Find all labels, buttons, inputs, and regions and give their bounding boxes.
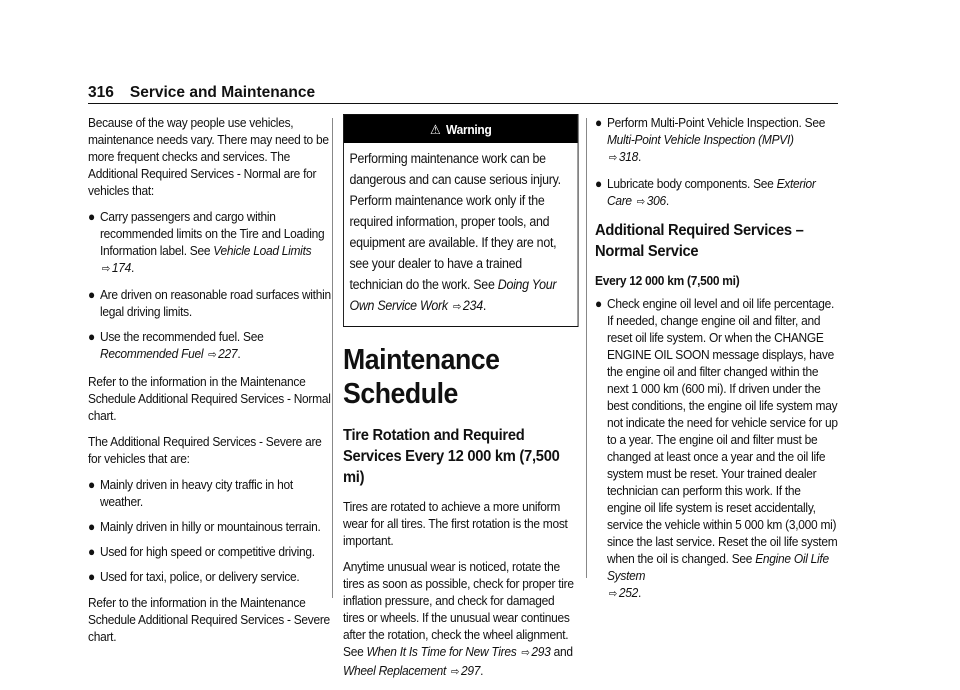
page-header bbox=[88, 84, 315, 102]
page-reference[interactable]: 227 bbox=[218, 346, 238, 361]
severe-conditions-list bbox=[88, 476, 331, 585]
column-divider bbox=[586, 118, 587, 578]
bullet-icon: ● bbox=[88, 209, 95, 224]
normal-service-list bbox=[595, 295, 838, 603]
warning-title: Warning bbox=[446, 122, 492, 137]
page-arrow-icon: ⇨ bbox=[452, 301, 462, 313]
right-column bbox=[595, 114, 838, 612]
refer-normal-paragraph: Refer to the information in the Maintenance Schedule Additional Required Services - Normal chart. bbox=[88, 374, 331, 423]
intro-paragraph: Because of the way people use vehicles, maintenance needs vary. There may need to be more frequent checks and services. The Additional Required Services - Normal are for vehicles that: bbox=[88, 115, 329, 198]
tire-paragraph: Tires are rotated to achieve a more uniform wear for all tires. The first rotation is the most important. bbox=[343, 499, 568, 548]
cross-reference-link[interactable]: Vehicle Load Limits bbox=[213, 243, 312, 258]
page-reference[interactable]: 234 bbox=[462, 298, 483, 313]
page-arrow-icon: ⇨ bbox=[208, 349, 217, 361]
warning-header bbox=[344, 115, 578, 143]
cross-reference-link[interactable]: Engine Oil Life System bbox=[606, 551, 829, 583]
normal-conditions-list bbox=[88, 208, 331, 364]
list-item: ● Check engine oil level and oil life percentage. If needed, change engine oil and filter, and reset oil life system. Or when the CHANGE ENGINE OIL SOON message displays, have the engine oil and filter changed within the next 1 000 km (600 mi). If driven under the best conditions, the engine oil life system may not indicate the need for vehicle service for up to a year. The engine oil and filter must be changed at least once a year and the oil life system must be reset. Your trained dealer technician can perform this work. If the engine oil life system is reset accidentally, service the vehicle within 5 000 km (3,000 mi) since the last service. Reset the oil life system when the oil is changed. See Engine Oil Life System ⇨ 252. bbox=[595, 296, 838, 600]
chapter-title: Service and Maintenance bbox=[129, 84, 316, 101]
header-rule bbox=[88, 103, 838, 104]
bullet-icon: ● bbox=[88, 329, 95, 344]
interval-label: Every 12 000 km (7,500 mi) bbox=[595, 273, 740, 288]
bullet-icon: ● bbox=[595, 296, 602, 311]
list-item: ● Use the recommended fuel. See Recommended Fuel ⇨ 227. bbox=[88, 329, 264, 361]
left-column bbox=[88, 114, 331, 654]
bullet-icon: ● bbox=[88, 519, 95, 534]
page-number: 316 bbox=[88, 84, 114, 101]
bullet-icon: ● bbox=[595, 176, 602, 191]
cross-reference-link[interactable]: Wheel Replacement bbox=[343, 663, 447, 678]
normal-service-title: Additional Required Services – Normal Service bbox=[595, 222, 804, 260]
page-arrow-icon: ⇨ bbox=[521, 647, 530, 659]
section-title: Maintenance Schedule bbox=[343, 344, 500, 410]
column-divider bbox=[332, 118, 333, 598]
severe-intro-paragraph: The Additional Required Services - Severe are for vehicles that are: bbox=[88, 434, 322, 466]
bullet-icon: ● bbox=[595, 115, 602, 130]
bullet-icon: ● bbox=[88, 569, 95, 584]
page-reference[interactable]: 297 bbox=[460, 663, 481, 678]
service-list bbox=[595, 114, 838, 211]
cross-reference-link[interactable]: Exterior Care bbox=[606, 176, 816, 208]
refer-severe-paragraph: Refer to the information in the Maintenance Schedule Additional Required Services - Severe chart. bbox=[88, 595, 330, 644]
page-arrow-icon: ⇨ bbox=[636, 196, 645, 208]
cross-reference-link[interactable]: When It Is Time for New Tires bbox=[366, 644, 517, 659]
bullet-icon: ● bbox=[88, 544, 95, 559]
bullet-icon: ● bbox=[88, 287, 95, 302]
list-item: ● Are driven on reasonable road surfaces within legal driving limits. bbox=[88, 287, 331, 319]
cross-reference-link[interactable]: Multi-Point Vehicle Inspection (MPVI) bbox=[606, 132, 794, 147]
cross-reference-link[interactable]: Doing Your Own Service Work bbox=[349, 277, 557, 313]
page-arrow-icon: ⇨ bbox=[608, 152, 618, 164]
list-item: ● Perform Multi-Point Vehicle Inspection. See Multi-Point Vehicle Inspection (MPVI) ⇨ 318. bbox=[595, 115, 826, 164]
page-reference[interactable]: 252 bbox=[618, 585, 638, 600]
warning-icon: ⚠ bbox=[430, 122, 441, 137]
tire-paragraph: Anytime unusual wear is noticed, rotate the tires as soon as possible, check for proper tire inflation pressure, and check for damaged tires or wheels. If the unusual wear continues after the rotation, check the wheel alignment. See When It Is Time for New Tires ⇨ 293 and Wheel Replacement ⇨ 297. bbox=[343, 559, 574, 678]
subsection-title: Tire Rotation and Required Services Every 12 000 km (7,500 mi) bbox=[343, 427, 560, 486]
warning-box bbox=[343, 114, 579, 327]
page-reference[interactable]: 306 bbox=[646, 193, 666, 208]
middle-column bbox=[343, 114, 579, 690]
page-arrow-icon: ⇨ bbox=[101, 263, 111, 275]
bullet-icon: ● bbox=[88, 477, 95, 492]
list-item: ● Used for taxi, police, or delivery service. bbox=[88, 569, 300, 584]
list-item: ● Carry passengers and cargo within recommended limits on the Tire and Loading Information label. See Vehicle Load Limits ⇨ 174. bbox=[88, 209, 325, 275]
page-reference[interactable]: 174 bbox=[111, 260, 131, 275]
list-item: ● Mainly driven in hilly or mountainous terrain. bbox=[88, 519, 321, 534]
warning-body: Performing maintenance work can be dangerous and can cause serious injury. Perform maintenance work only if the required information, proper tools, and equipment are available. If they are not, see your dealer to have a trained technician do the work. See Doing Your Own Service Work ⇨ 234. bbox=[349, 151, 561, 313]
cross-reference-link[interactable]: Recommended Fuel bbox=[99, 346, 204, 361]
page-arrow-icon: ⇨ bbox=[450, 666, 460, 678]
list-item: ● Lubricate body components. See Exterior Care ⇨ 306. bbox=[595, 176, 816, 208]
list-item: ● Used for high speed or competitive driving. bbox=[88, 544, 315, 559]
page-arrow-icon: ⇨ bbox=[608, 588, 618, 600]
page-reference[interactable]: 293 bbox=[531, 644, 551, 659]
list-item: ● Mainly driven in heavy city traffic in hot weather. bbox=[88, 477, 293, 509]
page-reference[interactable]: 318 bbox=[618, 149, 638, 164]
